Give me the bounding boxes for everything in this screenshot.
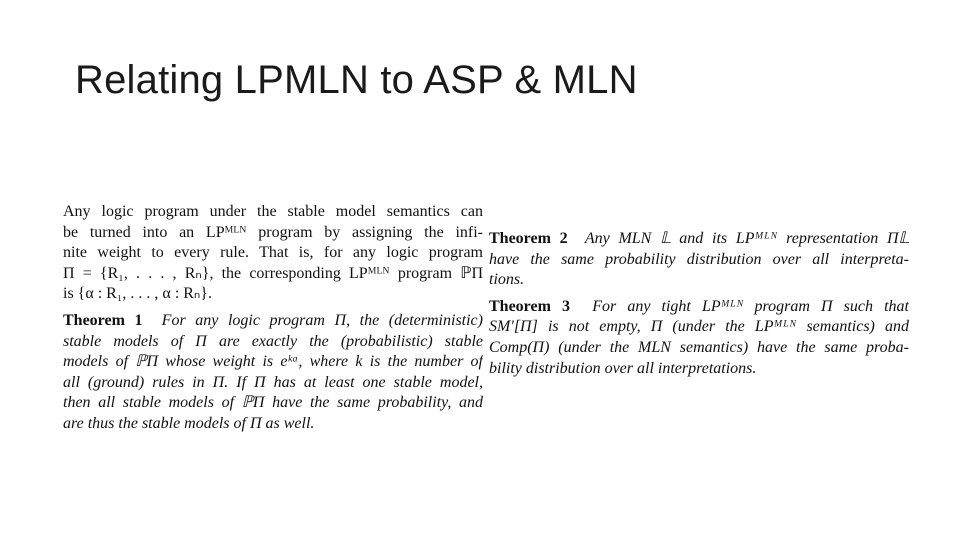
theorem2-line: tions. [489, 271, 525, 289]
left-text-column [63, 202, 483, 435]
theorem1-line: models of ℙΠ whose weight is eᵏᵅ, where k is the number of [63, 353, 483, 371]
paragraph-line: nite weight to every rule. That is, for any logic program [63, 244, 483, 262]
theorem3-line: SM′[Π] is not empty, Π (under the LPᴹᴸᴺ semantics) and [489, 318, 909, 336]
theorem3-text: For any tight LPᴹᴸᴺ program Π such that [592, 297, 909, 315]
theorem2-line [489, 229, 909, 250]
theorem1-line: all (ground) rules in Π. If Π has at least one stable model, [63, 373, 483, 391]
theorem2-label: Theorem 2 [489, 230, 568, 247]
right-text-column [489, 229, 909, 379]
theorem2-line: have the same probability distribution over all interpreta- [489, 250, 909, 268]
theorem1-line: then all stable models of ℙΠ have the same probability, and [63, 394, 483, 412]
paragraph-line: Π = {R₁, . . . , Rₙ}, the corresponding LPᴹᴸᴺ program ℙΠ [63, 264, 483, 282]
theorem1-line [63, 311, 483, 332]
paragraph-line: be turned into an LPᴹᴸᴺ program by assigning the infi- [63, 223, 483, 241]
theorem1-text: For any logic program Π, the (deterministic) [161, 311, 483, 329]
paragraph-line: is {α : R₁, . . . , α : Rₙ}. [63, 285, 212, 303]
theorem3-line [489, 297, 909, 318]
theorem3-line: Comp(Π) (under the MLN semantics) have the same proba- [489, 338, 909, 356]
theorem3-label: Theorem 3 [489, 297, 571, 315]
theorem1-label: Theorem 1 [63, 311, 143, 329]
slide-title: Relating LPMLN to ASP & MLN [75, 58, 638, 102]
theorem3-line: bility distribution over all interpretations. [489, 359, 757, 377]
theorem2-text: Any MLN 𝕃 and its LPᴹᴸᴺ representation Π𝕃 [584, 230, 909, 247]
theorem1-line: are thus the stable models of Π as well. [63, 414, 315, 432]
theorem1-line: stable models of Π are exactly the (probabilistic) stable [63, 332, 483, 350]
paragraph-line: Any logic program under the stable model semantics can [63, 203, 483, 220]
